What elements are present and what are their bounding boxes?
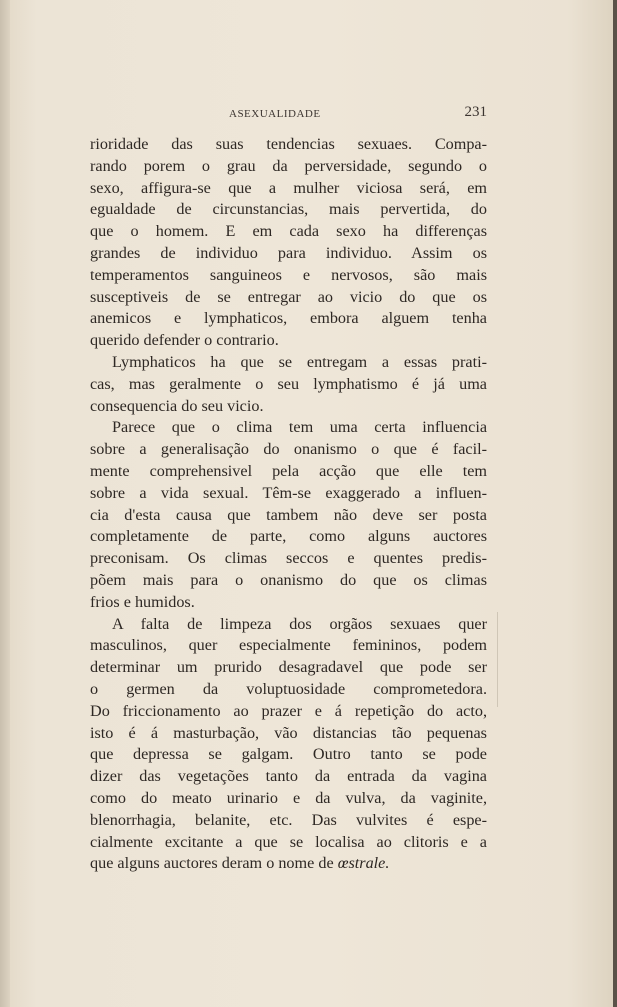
text-line: blenorrhagia, belanite, etc. Das vulvites é espe- <box>90 810 487 829</box>
text-line: grandes de individuo para individuo. Assim os <box>90 243 487 262</box>
paragraph-4 <box>90 614 487 876</box>
text-line: A falta de limpeza dos orgãos sexuaes quer <box>112 614 487 633</box>
text-line: anemicos e lymphaticos, embora alguem tenha <box>90 309 487 328</box>
text-line: Do friccionamento ao prazer e á repetição do acto, <box>90 701 487 720</box>
text-line: como do meato urinario e da vulva, da vaginite, <box>90 788 487 807</box>
italic-term: œstrale. <box>337 854 390 873</box>
text-line: rando porem o grau da perversidade, segundo o <box>90 156 487 175</box>
text-line: o germen da voluptuosidade comprometedora. <box>90 679 487 698</box>
text-line: rioridade das suas tendencias sexuaes. Compa- <box>90 135 487 153</box>
text-line: egualdade de circunstancias, mais pervertida, do <box>90 200 487 219</box>
text-line: determinar um prurido desagradavel que pode ser <box>90 658 487 677</box>
text-line: cas, mas geralmente o seu lymphatismo é já uma <box>90 374 487 393</box>
text-line: consequencia do seu vicio. <box>90 396 264 415</box>
text-line: cialmente excitante a que se localisa ao clitoris e a <box>90 832 487 851</box>
running-header <box>90 106 487 126</box>
text-line: que o homem. E em cada sexo ha differenças <box>90 222 487 241</box>
page-edge-border <box>613 0 617 1007</box>
text-line: preconisam. Os climas seccos e quentes predis- <box>90 549 487 568</box>
text-line: temperamentos sanguineos e nervosos, são mais <box>90 265 487 284</box>
text-line: põem mais para o onanismo do que os climas <box>90 570 487 589</box>
paragraph-1 <box>90 134 487 352</box>
text-line: Lymphaticos ha que se entregam a essas prati- <box>112 352 487 371</box>
paragraph-2 <box>90 352 487 417</box>
page-gutter-shadow <box>0 0 10 1007</box>
text-line: sobre a vida sexual. Têm-se exaggerado a influen- <box>90 483 487 502</box>
final-line-text: que alguns auctores deram o nome de <box>90 854 338 873</box>
text-line: susceptiveis de se entregar ao vicio do que os <box>90 287 487 306</box>
text-line: sexo, affigura-se que a mulher viciosa será, em <box>90 178 487 197</box>
text-line: sobre a generalisação do onanismo o que é facil- <box>90 440 487 459</box>
text-line: isto é á masturbação, vão distancias tão pequenas <box>90 723 487 742</box>
text-line: que depressa se galgam. Outro tanto se pode <box>90 745 487 764</box>
text-line: frios e humidos. <box>90 592 195 611</box>
text-line: Parece que o clima tem uma certa influencia <box>112 418 487 437</box>
text-line: completamente de parte, como alguns auctores <box>90 527 487 546</box>
text-line: dizer das vegetações tanto da entrada da vagina <box>90 767 487 786</box>
margin-pencil-mark <box>489 612 498 707</box>
text-line: cia d'esta causa que tambem não deve ser posta <box>90 505 487 524</box>
paragraph-3 <box>90 417 487 613</box>
body-text <box>90 134 487 875</box>
text-line: mente comprehensivel pela acção que elle tem <box>90 461 487 480</box>
running-title: ASEXUALIDADE <box>229 108 321 120</box>
page-number: 231 <box>464 104 487 120</box>
text-line: querido defender o contrario. <box>90 331 279 350</box>
text-line: masculinos, quer especialmente femininos, podem <box>90 636 487 655</box>
text-line-final <box>90 853 487 875</box>
